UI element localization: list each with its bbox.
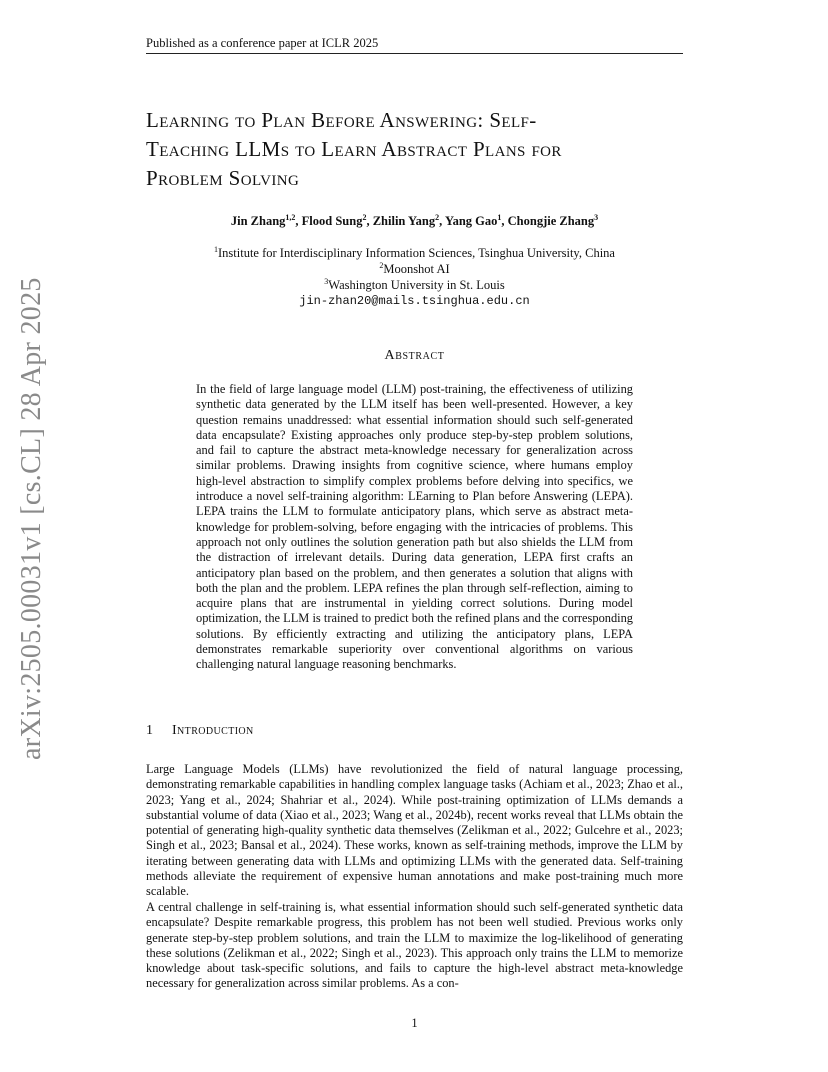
venue-header: Published as a conference paper at ICLR 2025 [146,36,379,50]
paragraph-text: A central challenge in self-training is, what essential information should such self-generated synthetic data encapsulate? Despite remarkable progress, this problem has not been well studied. Previous works only generate step-by-step problem solutions, and train the LLM to maximize the log-likelihood of generating these solutions (Zelikman et al., 2022; Singh et al., 2023). This approach only trains the LLM to memorize knowledge about task-specific solutions, and fails to capture the high-level abstract meta-knowledge necessary for generalization across similar problems. As a con- [146,900,683,991]
abstract-body [196,382,633,673]
author-list: Jin Zhang$^{1,2}$, Flood Sung$^2$, Zhilin Yang$^2$, Yang Gao$^1$, Chongjie Zhang$^3$ [230,212,599,228]
section-heading [146,723,683,739]
section-number: 1 [146,723,154,738]
author-affil-mark: 2 [362,212,367,222]
affiliation-line: $^2$Moonshot AI [379,260,450,276]
author-name: Flood Sung [301,214,363,228]
author-name: Zhilin Yang [372,214,436,228]
body-paragraph [146,762,683,900]
paper-title [146,106,686,193]
author-affil-mark: 1 [497,212,502,222]
abstract-heading: Abstract [384,348,445,363]
affiliations [146,245,683,309]
title-line: Learning to Plan Before Answering: Self- [146,108,537,132]
author-affil-mark: 1,2 [285,212,296,222]
abstract-paragraph: In the field of large language model (LLM) post-training, the effectiveness of utilizing synthetic data generated by the LLM itself has been well-presented. However, a key question remains unaddressed: what essential information should such self-generated data encapsulate? Existing approaches only produce step-by-step problem solutions, and fail to capture the abstract meta-knowledge necessary for generalization across similar problems. Drawing insights from cognitive science, where humans employ high-level abstraction to simplify complex problems before delving into specifics, we introduce a novel self-training algorithm: LEarning to Plan before Answering (LEPA). LEPA trains the LLM to formulate anticipatory plans, which serve as abstract meta-knowledge for problem-solving, before engaging with the intricacies of problems. This approach not only outlines the solution generation path but also shields the LLM from the distraction of irrelevant details. During data generation, LEPA first crafts an anticipatory plan based on the problem, and then generates a solution that aligns with both the plan and the problem. LEPA refines the plan through self-reflection, aiming to acquire plans that are instrumental in yielding correct solutions. During model optimization, the LLM is trained to predict both the refined plans and the corresponding solutions. By efficiently extracting and utilizing the anticipatory plans, LEPA demonstrates remarkable superiority over conventional algorithms on various challenging natural language reasoning benchmarks. [196,382,633,672]
paragraph-text: Large Language Models (LLMs) have revolutionized the field of natural language processing, demonstrating remarkable capabilities in handling complex language tasks (Achiam et al., 2023; Zhao et al., 2023; Yang et al., 2024; Shahriar et al., 2024). While post-training optimization of LLMs demands a substantial volume of data (Xiao et al., 2023; Wang et al., 2024b), recent works reveal that LLMs obtain the potential of generating high-quality synthetic data themselves (Zelikman et al., 2022; Gulcehre et al., 2023; Singh et al., 2023; Bansal et al., 2024). These works, known as self-training methods, improve the LLM by iterating between generating data with LLMs and optimizing LLMs with the generated data. Self-training methods alleviate the requirement of expensive human annotations and make post-training much more scalable. [146,762,683,899]
title-line: Problem Solving [146,166,300,190]
header-divider [146,53,683,54]
affiliation-line: $^1$Institute for Interdisciplinary Information Sciences, Tsinghua University, China [214,244,615,260]
author-name: Chongjie Zhang [507,214,595,228]
author-affil-mark: 2 [435,212,440,222]
body-paragraph [146,900,683,992]
page-number: 1 [411,1016,418,1030]
arxiv-identifier[interactable]: arXiv:2505.00031v1 [cs.CL] 28 Apr 2025 [16,277,47,760]
author-email[interactable]: jin-zhan20@mails.tsinghua.edu.cn [299,294,530,308]
author-name: Jin Zhang [230,214,286,228]
title-line: Teaching LLMs to Learn Abstract Plans for [146,137,562,161]
author-name: Yang Gao [444,214,498,228]
section-title: Introduction [172,723,254,738]
affiliation-line: $^3$Washington University in St. Louis [324,276,505,292]
author-affil-mark: 3 [594,212,599,222]
